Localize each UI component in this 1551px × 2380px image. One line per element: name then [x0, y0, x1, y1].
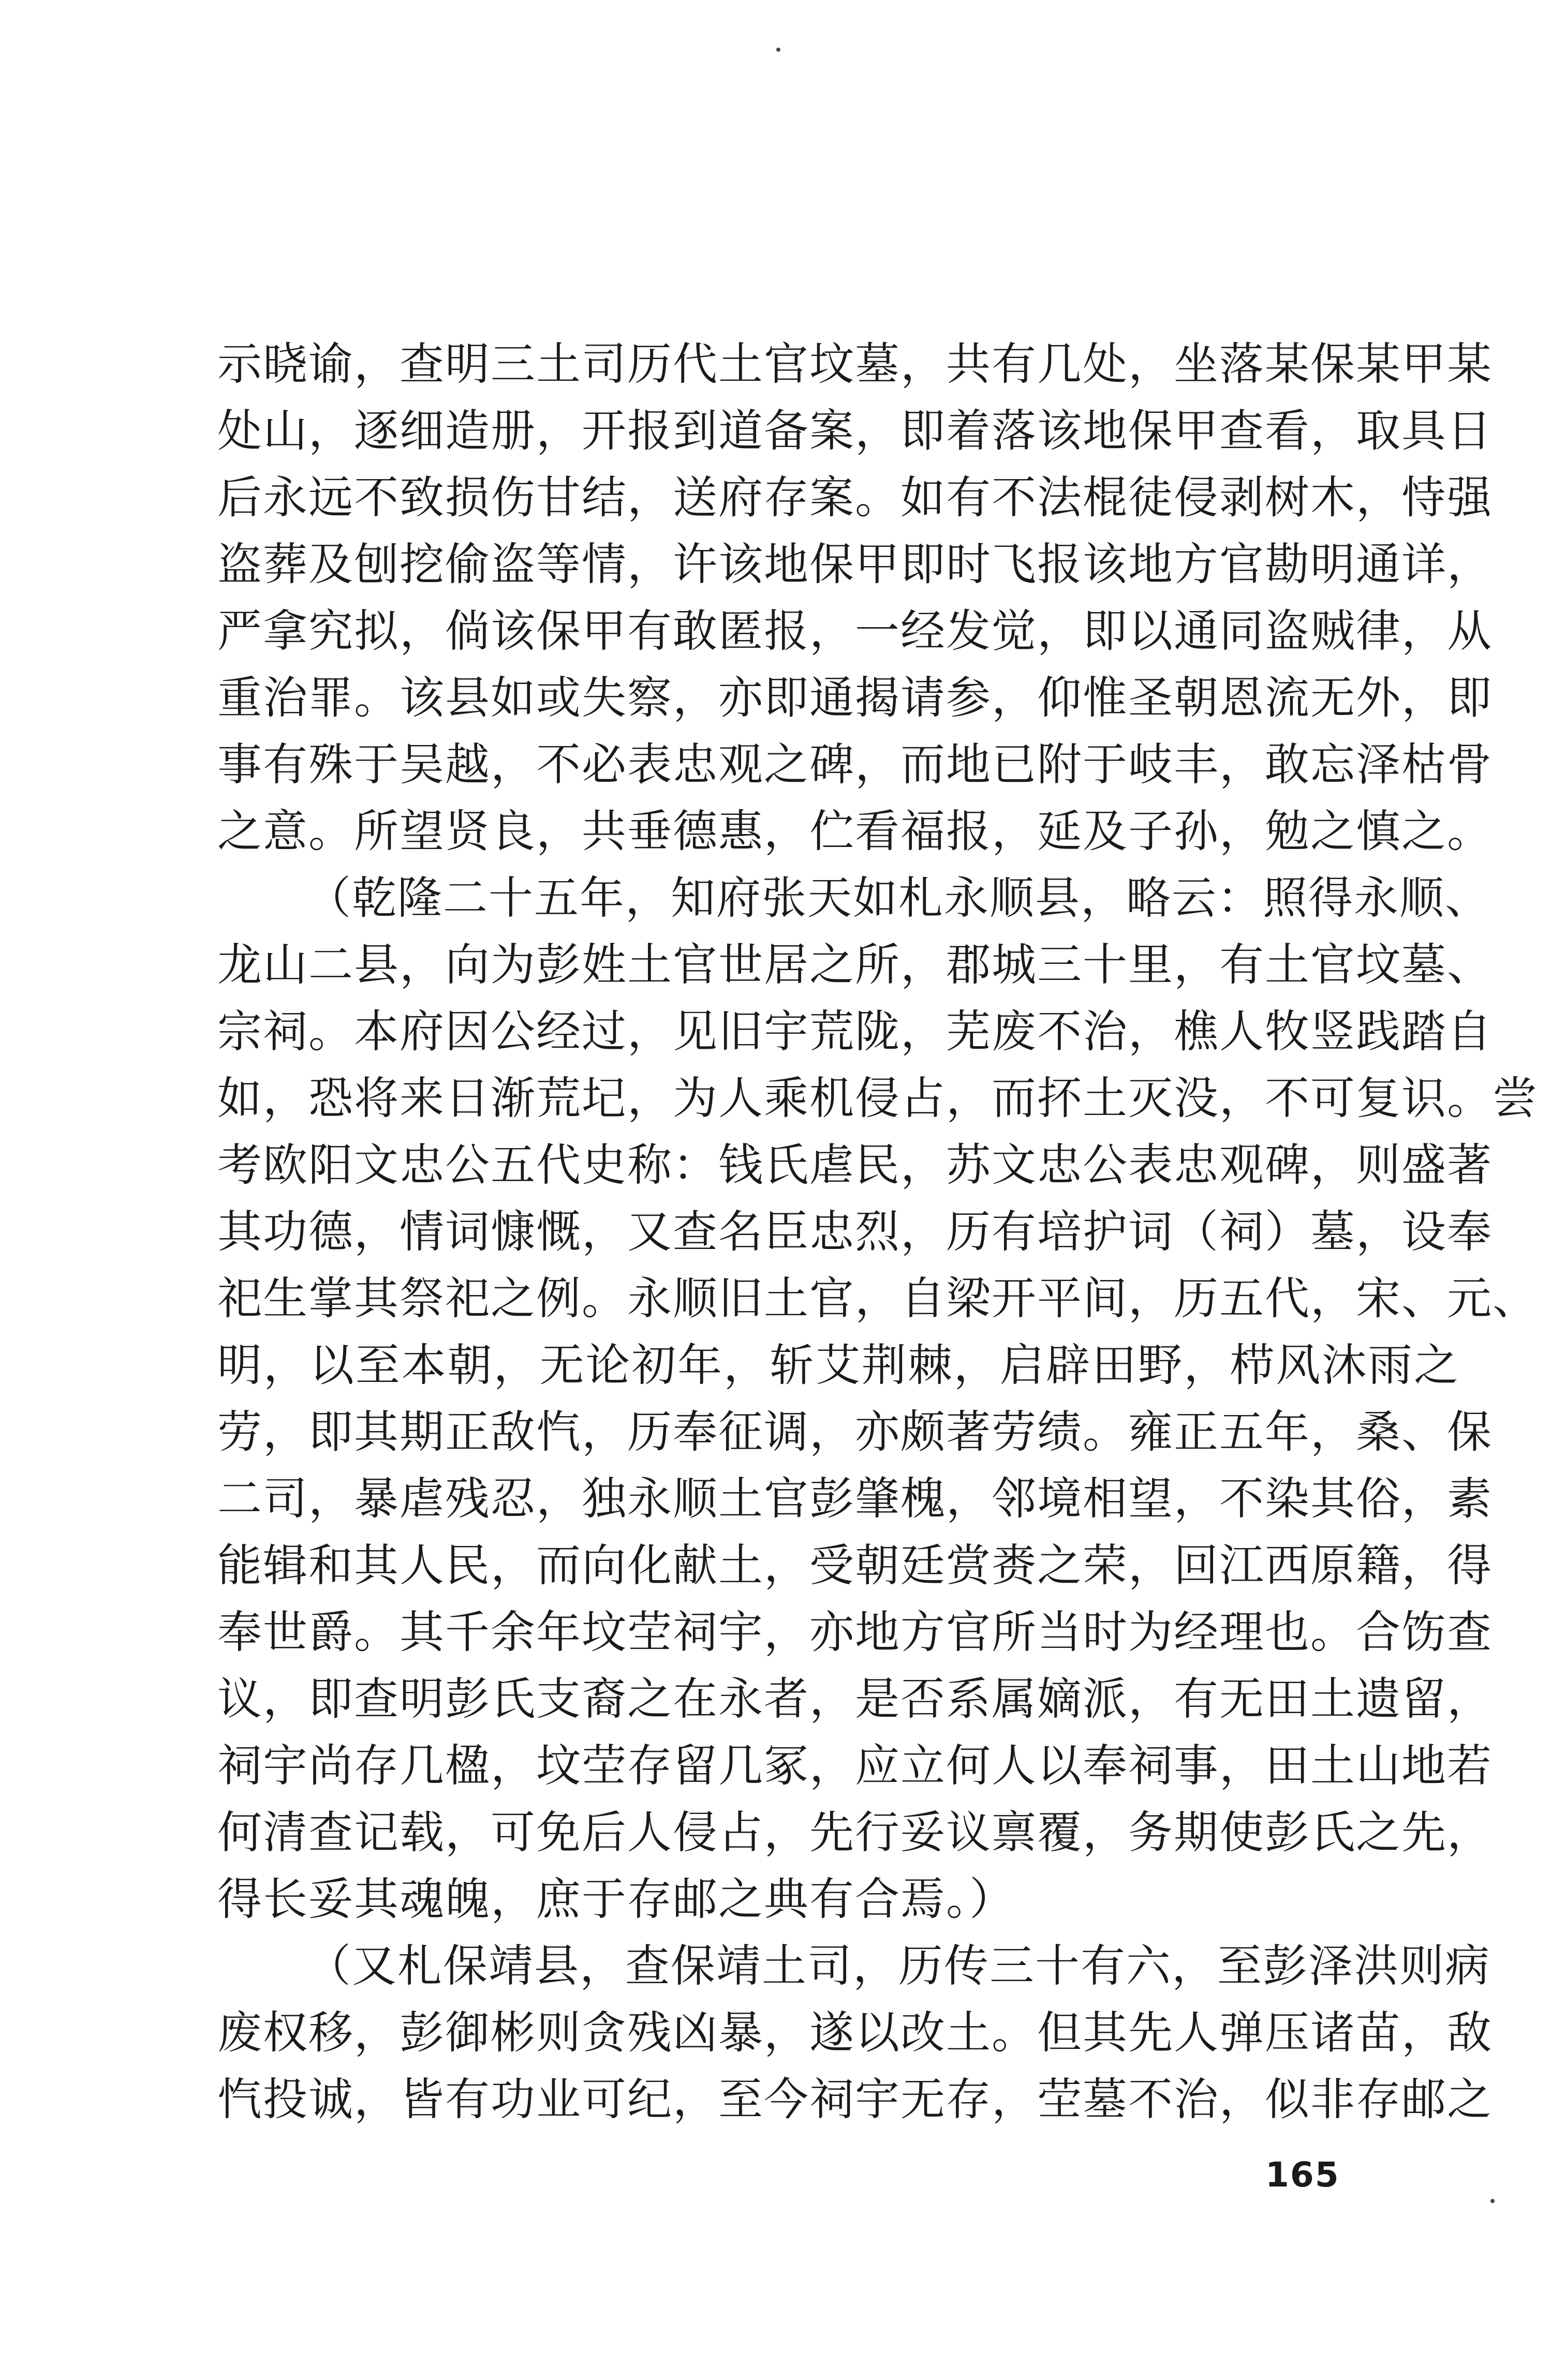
text-line: 其功德，情词慷慨，又查名臣忠烈，历有培护词（祠）墓，设奉 [217, 1206, 1493, 1258]
text-line: 忾投诚，皆有功业可纪，至今祠宇无存，茔墓不治，似非存邮之 [217, 2074, 1493, 2125]
text-line: 示晓谕，查明三土司历代土官坟墓，共有几处，坐落某保某甲某 [217, 338, 1493, 390]
text-line: 考欧阳文忠公五代史称：钱氏虐民，苏文忠公表忠观碑，则盛著 [217, 1139, 1493, 1191]
text-line: 奉世爵。其千余年坟茔祠宇，亦地方官所当时为经理也。合饬查 [217, 1606, 1493, 1658]
text-line: 二司，暴虐残忍，独永顺土官彭肇槐，邻境相望，不染其俗，素 [217, 1473, 1493, 1525]
text-line: 龙山二县，向为彭姓土官世居之所，郡城三十里，有土官坟墓、 [217, 939, 1493, 991]
text-line: 宗祠。本府因公经过，见旧宇荒陇，芜废不治，樵人牧竖践踏自 [217, 1006, 1493, 1058]
text-line: 明，以至本朝，无论初年，斩艾荆棘，启辟田野，栉风沐雨之 [217, 1340, 1459, 1391]
text-line: 重治罪。该县如或失察，亦即通揭请参，仰惟圣朝恩流无外，即 [217, 672, 1493, 724]
text-line: 如，恐将来日渐荒圮，为人乘机侵占，而抔土灭没，不可复识。尝 [217, 1073, 1538, 1124]
text-line: 能辑和其人民，而向化献土，受朝廷赏赉之荣，回江西原籍，得 [217, 1540, 1493, 1591]
text-line: 事有殊于吴越，不必表忠观之碑，而地已附于岐丰，敢忘泽枯骨 [217, 739, 1493, 791]
paragraph-2 [217, 865, 1538, 1933]
text-line: 祠宇尚存几楹，坟茔存留几冢，应立何人以奉祠事，田土山地若 [217, 1740, 1493, 1792]
page-number: 165 [1265, 2155, 1340, 2195]
scan-speck [1490, 2199, 1495, 2203]
text-line: 何清查记载，可免后人侵占，先行妥议禀覆，务期使彭氏之先， [217, 1807, 1493, 1858]
body-text [217, 331, 1538, 2133]
paragraph-3 [217, 1933, 1493, 2133]
text-line: 得长妥其魂魄，庶于存邮之典有合焉。） [217, 1873, 1015, 1925]
text-line: （乾隆二十五年，知府张天如札永顺县，略云：照得永顺、 [306, 872, 1490, 924]
text-line: 劳，即其期正敌忾，历奉征调，亦颇著劳绩。雍正五年，桑、保 [217, 1406, 1493, 1458]
text-line: 处山，逐细造册，开报到道备案，即着落该地保甲查看，取具日 [217, 405, 1493, 457]
text-line: 祀生掌其祭祀之例。永顺旧土官，自梁开平间，历五代，宋、元、 [217, 1273, 1538, 1325]
text-line: 废权移，彭御彬则贪残凶暴，遂以改土。但其先人弹压诸苗，敌 [217, 2007, 1493, 2059]
text-line: 议，即查明彭氏支裔之在永者，是否系属嫡派，有无田土遗留， [217, 1673, 1493, 1725]
paragraph-1 [217, 331, 1493, 865]
scan-speck [776, 48, 780, 52]
text-line: （又札保靖县，查保靖土司，历传三十有六，至彭泽洪则病 [306, 1940, 1490, 1992]
text-line: 盗葬及刨挖偷盗等情，许该地保甲即时飞报该地方官勘明通详， [217, 539, 1493, 590]
text-line: 后永远不致损伤甘结，送府存案。如有不法棍徒侵剥树木，恃强 [217, 472, 1493, 524]
text-line: 严拿究拟，倘该保甲有敢匿报，一经发觉，即以通同盗贼律，从 [217, 605, 1493, 657]
text-line: 之意。所望贤良，共垂德惠，伫看福报，延及子孙，勉之慎之。 [217, 806, 1493, 857]
